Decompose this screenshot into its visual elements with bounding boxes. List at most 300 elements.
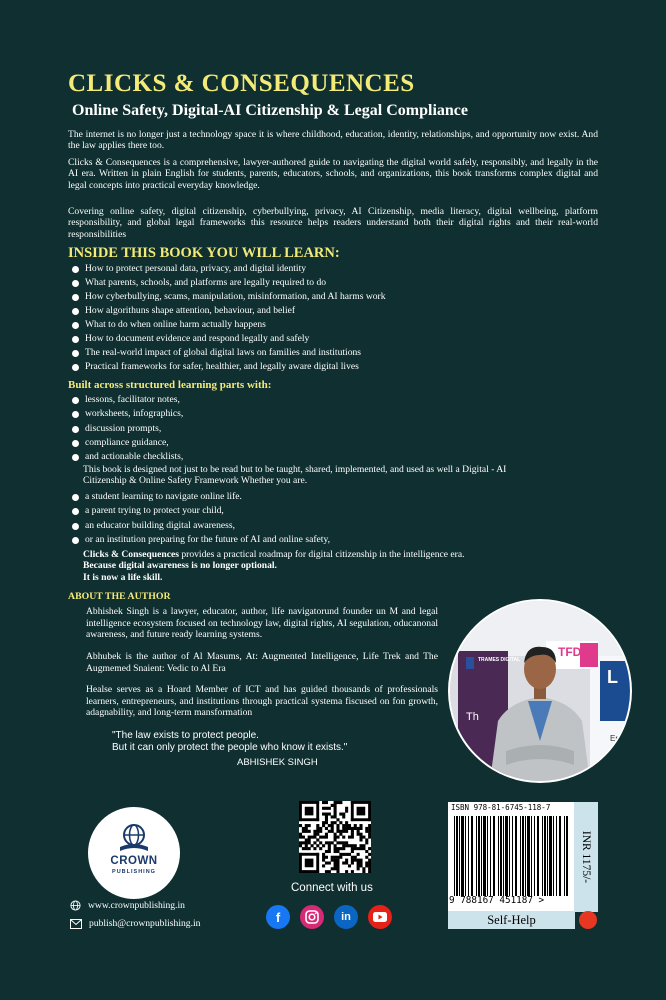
qr-module <box>345 861 348 864</box>
qr-module <box>357 867 360 870</box>
qr-module <box>354 844 357 847</box>
qr-finder <box>299 801 302 821</box>
closing-text: provides a practical roadmap for digital citizenship in the intelligence era. <box>178 549 465 560</box>
qr-finder <box>316 801 319 821</box>
qr-module <box>331 827 334 830</box>
qr-module <box>305 827 308 830</box>
qr-module <box>359 838 362 841</box>
quote-line: "The law exists to protect people. <box>112 730 259 741</box>
qr-module <box>359 859 362 862</box>
barcode-bar <box>498 816 499 896</box>
qr-module <box>322 821 325 824</box>
qr-module <box>362 844 365 847</box>
qr-module <box>359 827 362 830</box>
qr-module <box>362 867 365 870</box>
website-text: www.crownpublishing.in <box>88 900 185 911</box>
qr-module <box>325 815 328 818</box>
qr-module <box>345 853 348 856</box>
instagram-icon[interactable] <box>300 905 324 929</box>
quote-line: But it can only protect the people who know it exists." <box>112 742 348 753</box>
photo-banner-brand: TRAMES DIGITAL <box>478 657 521 663</box>
intro-paragraph-1: The internet is no longer just a technology space it is where childhood, education, identity, relationships, and opportunity now exist. And the law applies there too. <box>68 129 598 152</box>
qr-module <box>334 847 337 850</box>
barcode-bar <box>553 816 554 896</box>
qr-code-pattern <box>299 801 371 873</box>
parts-heading: Built across structured learning parts with: <box>68 379 272 391</box>
about-heading: ABOUT THE AUTHOR <box>68 591 171 602</box>
qr-module <box>336 830 339 833</box>
qr-module <box>351 833 354 836</box>
about-paragraph-3: Healse serves as a Hoard Member of ICT and has guided thousands of professionals learners, entrepreneurs, and institutions through practical systema fiscused on fon growth, adagnability, and long-term mansformation <box>86 684 438 719</box>
qr-module <box>354 847 357 850</box>
parts-item: worksheets, infographics, <box>72 407 183 421</box>
qr-module <box>345 844 348 847</box>
qr-module <box>348 864 351 867</box>
qr-module <box>362 836 365 839</box>
qr-module <box>334 856 337 859</box>
barcode-bar <box>468 816 469 896</box>
closing-book-title: Clicks & Consequences <box>83 549 179 560</box>
qr-module <box>311 836 314 839</box>
barcode-bar <box>465 816 466 896</box>
qr-module <box>351 850 354 853</box>
qr-module <box>365 864 368 867</box>
qr-module <box>319 847 322 850</box>
qr-module <box>334 867 337 870</box>
qr-module <box>308 841 311 844</box>
qr-module <box>342 853 345 856</box>
qr-module <box>339 801 342 804</box>
qr-module <box>299 844 302 847</box>
about-paragraph-1: Abhishek Singh is a lawyer, educator, author, life navigatorund founder un M and legal intelligence ecosystem focused on technology law, digital rights, AI segulation, oducanonal awareness, and future ready learning systems. <box>86 606 438 641</box>
barcode-bar <box>547 816 548 896</box>
qr-module <box>336 818 339 821</box>
qr-module <box>354 827 357 830</box>
qr-module <box>351 827 354 830</box>
qr-module <box>322 801 325 804</box>
learn-list <box>72 262 386 374</box>
qr-module <box>339 853 342 856</box>
qr-module <box>322 844 325 847</box>
photo-banner-en: En <box>610 734 620 743</box>
connect-label: Connect with us <box>291 882 373 894</box>
qr-module <box>339 813 342 816</box>
qr-module <box>305 824 308 827</box>
qr-module <box>368 853 371 856</box>
qr-module <box>357 853 360 856</box>
qr-module <box>308 838 311 841</box>
qr-module <box>319 836 322 839</box>
qr-module <box>334 838 337 841</box>
qr-module <box>322 859 325 862</box>
barcode-bar <box>531 816 532 896</box>
qr-module <box>336 801 339 804</box>
qr-module <box>357 861 360 864</box>
qr-module <box>359 844 362 847</box>
qr-finder <box>305 859 314 868</box>
barcode-bar <box>544 816 546 896</box>
qr-module <box>339 821 342 824</box>
barcode-bar <box>503 816 504 896</box>
barcode-bar <box>505 816 508 896</box>
qr-module <box>334 859 337 862</box>
intro-paragraph-2: Clicks & Consequences is a comprehensive, lawyer-authored guide to navigating the digital world safely, responsibly, and legally in the AI era. Written in plain English for students, parents, educators, schools, and organizations, this book transforms complex digital and legal concepts into practical everyday knowledge. <box>68 157 598 191</box>
qr-module <box>322 824 325 827</box>
qr-module <box>328 850 331 853</box>
qr-module <box>334 844 337 847</box>
qr-module <box>345 827 348 830</box>
qr-module <box>365 827 368 830</box>
qr-module <box>348 836 351 839</box>
qr-code[interactable] <box>299 801 371 873</box>
qr-module <box>342 827 345 830</box>
barcode-bar <box>549 816 552 896</box>
qr-module <box>331 841 334 844</box>
audience-item: an educator building digital awareness, <box>72 519 330 533</box>
qr-module <box>348 844 351 847</box>
qr-module <box>345 830 348 833</box>
learn-item: Practical frameworks for safer, healthier, and legally aware digital lives <box>72 360 386 374</box>
qr-module <box>305 841 308 844</box>
qr-module <box>342 841 345 844</box>
parts-item: compliance guidance, <box>72 436 183 450</box>
qr-finder <box>305 807 314 816</box>
qr-module <box>313 847 316 850</box>
barcode-bar <box>459 816 460 896</box>
parts-item: lessons, facilitator notes, <box>72 393 183 407</box>
qr-finder <box>299 853 302 873</box>
photo-banner-l: L <box>607 667 618 687</box>
qr-module <box>331 867 334 870</box>
globe-book-icon <box>117 821 151 855</box>
qr-module <box>319 841 322 844</box>
qr-module <box>336 867 339 870</box>
red-dot-marker <box>579 911 597 929</box>
audience-item: a student learning to navigate online life. <box>72 490 330 504</box>
qr-module <box>342 830 345 833</box>
qr-module <box>342 844 345 847</box>
closing-line: It is now a life skill. <box>83 571 163 583</box>
website-link[interactable] <box>70 900 185 911</box>
barcode-bar <box>481 816 482 896</box>
qr-module <box>334 821 337 824</box>
qr-module <box>325 856 328 859</box>
barcode-bar <box>520 816 521 896</box>
barcode-bars <box>452 816 570 896</box>
qr-finder <box>368 801 371 821</box>
qr-module <box>325 801 328 804</box>
barcode-bar <box>537 816 539 896</box>
learn-heading: INSIDE THIS BOOK YOU WILL LEARN: <box>68 245 340 261</box>
qr-module <box>316 827 319 830</box>
barcode-bar <box>522 816 524 896</box>
qr-module <box>354 856 357 859</box>
qr-module <box>322 853 325 856</box>
qr-module <box>348 827 351 830</box>
barcode-bar <box>476 816 477 896</box>
statement-line: This book is designed not just to be read but to be taught, shared, implemented, and used as well a Digital - AI <box>83 464 507 475</box>
crown-publishing-logo <box>88 807 180 899</box>
qr-module <box>368 836 371 839</box>
qr-module <box>325 861 328 864</box>
qr-module <box>342 836 345 839</box>
barcode-bar <box>478 816 480 896</box>
qr-module <box>313 830 316 833</box>
qr-finder <box>351 818 371 821</box>
closing-line: Because digital awareness is no longer optional. <box>83 560 277 572</box>
qr-module <box>328 861 331 864</box>
qr-module <box>331 856 334 859</box>
qr-module <box>334 850 337 853</box>
qr-module <box>325 850 328 853</box>
qr-module <box>345 824 348 827</box>
qr-module <box>357 864 360 867</box>
qr-module <box>368 867 371 870</box>
barcode-bar <box>490 816 491 896</box>
price-text: INR 1175/- <box>580 830 592 884</box>
qr-module <box>351 870 354 873</box>
audience-item: or an institution preparing for the future of AI and online safety, <box>72 533 330 547</box>
email-link[interactable] <box>70 918 200 929</box>
about-paragraph-2: Abhubek is the author of Al Masums, At: Augmented Intelligence, Life Trek and The Augmemed Snaient: Vedic to Al Era <box>86 651 438 674</box>
qr-module <box>305 830 308 833</box>
qr-module <box>351 856 354 859</box>
qr-module <box>313 833 316 836</box>
qr-module <box>299 833 302 836</box>
qr-module <box>328 813 331 816</box>
qr-module <box>305 838 308 841</box>
photo-banner-th: Th <box>466 711 479 723</box>
qr-module <box>322 836 325 839</box>
qr-module <box>334 801 337 804</box>
qr-module <box>339 830 342 833</box>
qr-module <box>313 841 316 844</box>
qr-module <box>336 827 339 830</box>
framework-statement <box>83 464 506 487</box>
qr-module <box>325 827 328 830</box>
qr-module <box>359 836 362 839</box>
qr-module <box>305 847 308 850</box>
category-label: Self-Help <box>448 911 575 929</box>
qr-module <box>362 870 365 873</box>
qr-module <box>331 815 334 818</box>
photo-banner-tfd: TFD <box>558 645 582 659</box>
qr-module <box>357 830 360 833</box>
qr-finder <box>299 818 319 821</box>
author-portrait-illustration <box>450 601 630 781</box>
qr-module <box>342 815 345 818</box>
youtube-icon[interactable] <box>368 905 392 929</box>
qr-module <box>302 836 305 839</box>
qr-module <box>302 841 305 844</box>
qr-module <box>313 836 316 839</box>
qr-module <box>331 824 334 827</box>
qr-module <box>325 813 328 816</box>
qr-module <box>331 859 334 862</box>
qr-module <box>345 810 348 813</box>
qr-module <box>308 847 311 850</box>
parts-item: and actionable checklists, <box>72 450 183 464</box>
learn-item: What parents, schools, and platforms are legally required to do <box>72 276 386 290</box>
qr-module <box>351 859 354 862</box>
qr-module <box>322 864 325 867</box>
barcode-bar <box>471 816 473 896</box>
barcode-bar <box>483 816 486 896</box>
qr-module <box>336 850 339 853</box>
qr-module <box>345 859 348 862</box>
barcode-bar <box>525 816 526 896</box>
qr-module <box>302 827 305 830</box>
qr-module <box>368 830 371 833</box>
barcode-bar <box>559 816 561 896</box>
qr-module <box>368 824 371 827</box>
qr-module <box>308 836 311 839</box>
qr-module <box>305 844 308 847</box>
barcode-bar <box>564 816 565 896</box>
qr-module <box>336 856 339 859</box>
learn-item: The real-world impact of global digital laws on families and institutions <box>72 346 386 360</box>
qr-module <box>368 861 371 864</box>
qr-module <box>368 847 371 850</box>
barcode-bar <box>556 816 557 896</box>
qr-module <box>328 824 331 827</box>
qr-module <box>334 804 337 807</box>
qr-module <box>302 847 305 850</box>
barcode-bar <box>461 816 464 896</box>
qr-module <box>342 813 345 816</box>
facebook-icon[interactable]: f <box>266 905 290 929</box>
qr-module <box>348 824 351 827</box>
qr-module <box>319 830 322 833</box>
qr-finder <box>351 801 354 821</box>
closing-statement <box>83 549 465 583</box>
qr-module <box>351 830 354 833</box>
qr-module <box>351 861 354 864</box>
qr-module <box>365 856 368 859</box>
barcode-bar <box>509 816 510 896</box>
qr-module <box>336 841 339 844</box>
barcode-bar <box>527 816 530 896</box>
barcode-bar <box>493 816 495 896</box>
learn-item: What to do when online harm actually happens <box>72 318 386 332</box>
qr-module <box>334 864 337 867</box>
qr-module <box>359 864 362 867</box>
quote-author: ABHISHEK SINGH <box>237 757 318 768</box>
qr-module <box>322 813 325 816</box>
barcode-bar <box>542 816 543 896</box>
qr-module <box>362 847 365 850</box>
author-photo <box>448 599 632 783</box>
qr-module <box>325 821 328 824</box>
qr-finder <box>299 853 319 856</box>
qr-module <box>368 859 371 862</box>
qr-module <box>345 807 348 810</box>
qr-module <box>368 870 371 873</box>
qr-module <box>328 841 331 844</box>
qr-module <box>325 818 328 821</box>
intro-paragraph-3: Covering online safety, digital citizenship, cyberbullying, privacy, AI Citizenship, media literacy, digital wellbeing, platform responsibility, and global legal frameworks this resource helps readers understand both their digital rights and their real-world responsibilities <box>68 206 598 240</box>
qr-module <box>336 824 339 827</box>
qr-module <box>334 813 337 816</box>
qr-module <box>359 861 362 864</box>
youtube-glyph <box>373 912 387 922</box>
author-quote <box>112 730 347 754</box>
qr-module <box>365 861 368 864</box>
qr-module <box>359 824 362 827</box>
qr-module <box>339 856 342 859</box>
statement-line: Citizenship & Online Safety Framework Whether you are. <box>83 475 308 487</box>
qr-module <box>325 841 328 844</box>
qr-module <box>322 856 325 859</box>
learn-item: How to protect personal data, privacy, and digital identity <box>72 262 386 276</box>
qr-module <box>328 830 331 833</box>
qr-module <box>339 833 342 836</box>
qr-module <box>336 859 339 862</box>
qr-module <box>311 844 314 847</box>
logo-subtext: PUBLISHING <box>112 869 156 875</box>
qr-module <box>331 804 334 807</box>
isbn-label: ISBN 978-81-6745-118-7 <box>451 803 551 812</box>
qr-module <box>331 821 334 824</box>
qr-module <box>342 847 345 850</box>
parts-item: discussion prompts, <box>72 422 183 436</box>
linkedin-icon[interactable]: in <box>334 905 358 929</box>
qr-module <box>345 870 348 873</box>
qr-module <box>322 807 325 810</box>
qr-finder <box>351 801 371 804</box>
qr-module <box>325 836 328 839</box>
qr-module <box>345 821 348 824</box>
barcode-bar <box>456 816 458 896</box>
qr-module <box>354 859 357 862</box>
qr-module <box>299 841 302 844</box>
book-title: CLICKS & CONSEQUENCES <box>68 70 415 97</box>
book-subtitle: Online Safety, Digital-AI Citizenship & Legal Compliance <box>72 102 468 119</box>
qr-module <box>365 841 368 844</box>
qr-module <box>302 830 305 833</box>
price-label <box>574 802 598 912</box>
qr-module <box>336 847 339 850</box>
barcode-bar <box>566 816 568 896</box>
learn-item: How to document evidence and respond legally and safely <box>72 332 386 346</box>
qr-module <box>368 864 371 867</box>
qr-module <box>359 833 362 836</box>
qr-module <box>336 864 339 867</box>
learn-item: How algorithuns shape attention, behaviour, and belief <box>72 304 386 318</box>
parts-list <box>72 393 183 464</box>
qr-module <box>357 833 360 836</box>
qr-module <box>316 830 319 833</box>
qr-module <box>316 844 319 847</box>
barcode-bar <box>515 816 517 896</box>
learn-item: How cyberbullying, scams, manipulation, misinformation, and AI harms work <box>72 290 386 304</box>
barcode-bar <box>500 816 502 896</box>
qr-module <box>325 870 328 873</box>
qr-module <box>342 861 345 864</box>
qr-module <box>308 830 311 833</box>
qr-module <box>365 850 368 853</box>
qr-module <box>334 815 337 818</box>
qr-finder <box>357 807 366 816</box>
logo-text: CROWN <box>110 855 158 867</box>
qr-module <box>331 830 334 833</box>
qr-finder <box>299 870 319 873</box>
instagram-glyph <box>305 910 319 924</box>
qr-module <box>365 830 368 833</box>
qr-module <box>325 833 328 836</box>
qr-module <box>351 847 354 850</box>
isbn-number: 9 788167 451187 > <box>449 895 545 906</box>
